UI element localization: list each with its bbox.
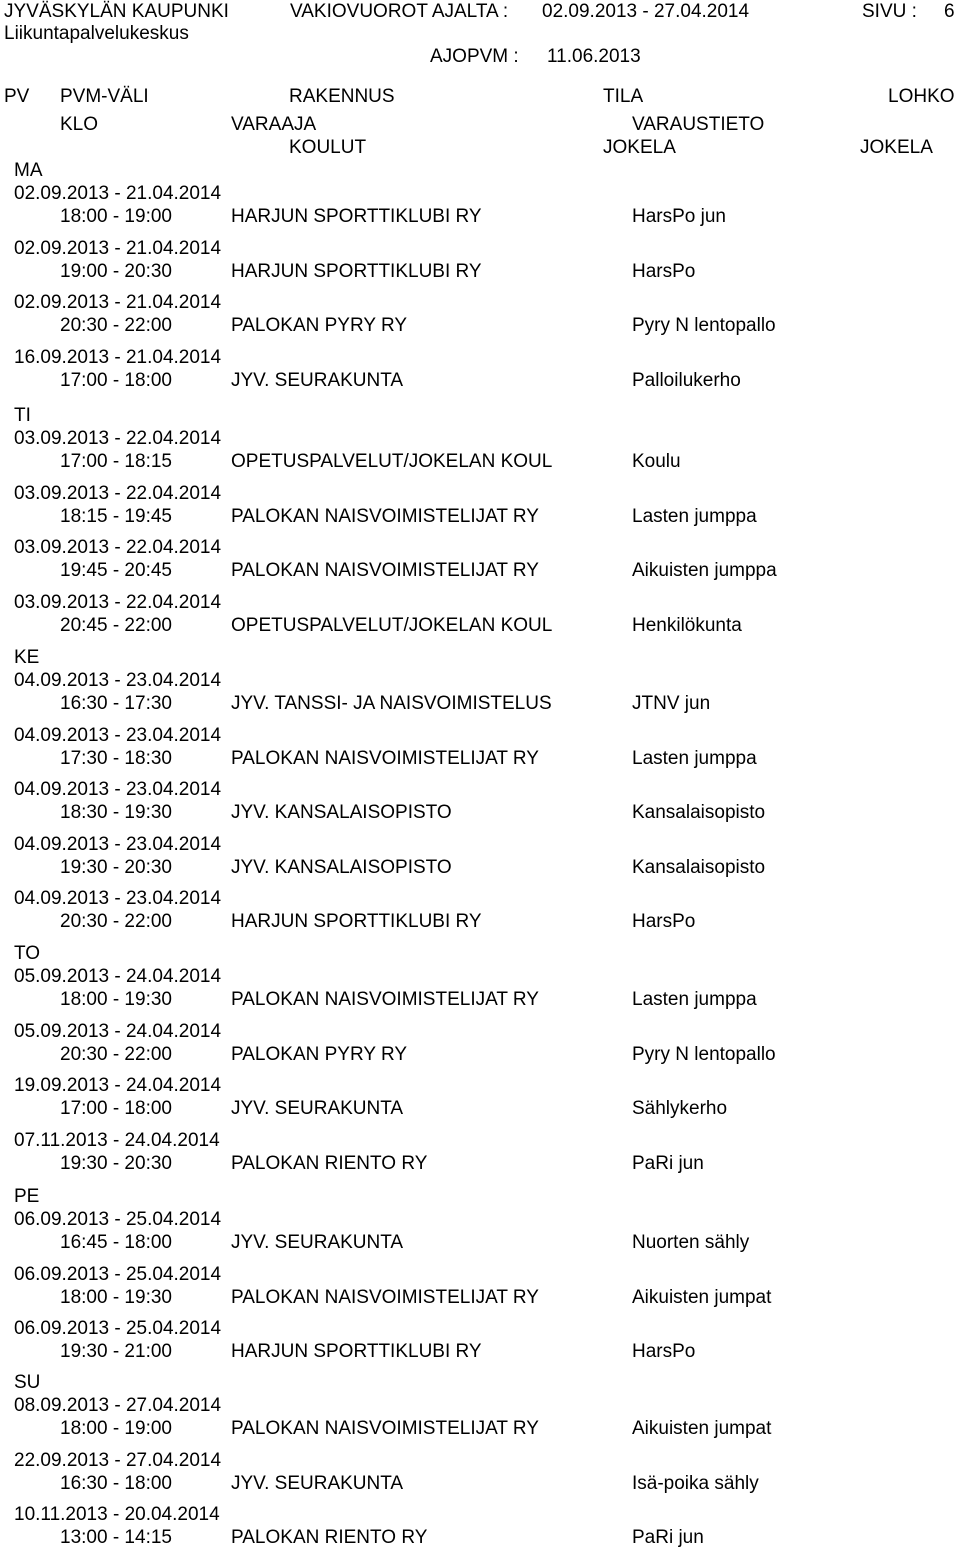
booker-name: HARJUN SPORTTIKLUBI RY [231, 911, 482, 933]
date-range: 03.09.2013 - 22.04.2014 [14, 482, 222, 504]
booking-info: Kansalaisopisto [632, 802, 766, 824]
booking-info: Aikuisten jumppa [632, 560, 777, 582]
date-range: 05.09.2013 - 24.04.2014 [14, 966, 222, 987]
day-label: PE [14, 1186, 40, 1207]
date-range: 04.09.2013 - 23.04.2014 [14, 779, 222, 801]
day-label: TI [14, 405, 31, 426]
date-range: 03.09.2013 - 22.04.2014 [14, 537, 222, 559]
date-range: 02.09.2013 - 21.04.2014 [14, 237, 222, 259]
date-range: 19.09.2013 - 24.04.2014 [14, 1075, 222, 1097]
period-label: VAKIOVUOROT AJALTA : [290, 1, 509, 22]
column-header-varaaja: VARAAJA [231, 114, 317, 135]
booker-name: HARJUN SPORTTIKLUBI RY [231, 1341, 482, 1363]
booker-name: JYV. SEURAKUNTA [231, 1098, 404, 1120]
time-range: 17:00 - 18:15 [60, 451, 172, 472]
booker-name: PALOKAN RIENTO RY [231, 1152, 428, 1174]
time-range: 17:00 - 18:00 [60, 1098, 172, 1120]
booker-name: OPETUSPALVELUT/JOKELAN KOUL [231, 451, 553, 472]
time-range: 13:00 - 14:15 [60, 1527, 172, 1549]
run-date-value: 11.06.2013 [547, 46, 641, 67]
date-range: 08.09.2013 - 27.04.2014 [14, 1395, 222, 1416]
booking-info: Lasten jumppa [632, 747, 757, 769]
day-label: SU [14, 1372, 41, 1393]
booker-name: PALOKAN NAISVOIMISTELIJAT RY [231, 505, 539, 527]
day-label: MA [14, 160, 43, 181]
column-header-varaustieto: VARAUSTIETO [632, 114, 765, 135]
column-header-pvm-vali: PVM-VÄLI [60, 86, 149, 107]
booker-name: PALOKAN NAISVOIMISTELIJAT RY [231, 1418, 539, 1439]
booking-info: Henkilökunta [632, 614, 742, 636]
date-range: 05.09.2013 - 24.04.2014 [14, 1020, 222, 1042]
column-header-pv: PV [4, 86, 30, 107]
date-range: 16.09.2013 - 21.04.2014 [14, 346, 222, 368]
section-value: JOKELA [860, 137, 933, 158]
column-header-rakennus: RAKENNUS [289, 86, 395, 107]
date-range: 02.09.2013 - 21.04.2014 [14, 292, 222, 314]
booking-info: Lasten jumppa [632, 989, 757, 1010]
date-range: 06.09.2013 - 25.04.2014 [14, 1263, 222, 1285]
booking-info: Nuorten sähly [632, 1232, 750, 1253]
booking-info: HarsPo jun [632, 206, 726, 227]
date-range: 10.11.2013 - 20.04.2014 [14, 1504, 220, 1526]
organization-name: JYVÄSKYLÄN KAUPUNKI [4, 1, 229, 22]
time-range: 16:30 - 17:30 [60, 693, 172, 714]
column-header-klo: KLO [60, 114, 99, 135]
booking-info: Aikuisten jumpat [632, 1286, 772, 1308]
booker-name: JYV. KANSALAISOPISTO [231, 802, 452, 824]
time-range: 17:30 - 18:30 [60, 747, 172, 769]
booking-info: Pyry N lentopallo [632, 1043, 776, 1065]
date-range: 04.09.2013 - 23.04.2014 [14, 888, 222, 910]
time-range: 19:30 - 20:30 [60, 856, 172, 878]
date-range: 07.11.2013 - 24.04.2014 [14, 1129, 220, 1151]
booking-info: Lasten jumppa [632, 505, 757, 527]
booking-info: Palloilukerho [632, 369, 741, 391]
time-range: 19:30 - 21:00 [60, 1341, 172, 1363]
booker-name: PALOKAN RIENTO RY [231, 1527, 428, 1549]
booker-name: PALOKAN NAISVOIMISTELIJAT RY [231, 747, 539, 769]
column-header-tila: TILA [603, 86, 644, 107]
time-range: 18:00 - 19:30 [60, 1286, 172, 1308]
booking-info: HarsPo [632, 911, 696, 933]
time-range: 19:00 - 20:30 [60, 260, 172, 282]
booker-name: JYV. SEURAKUNTA [231, 1232, 404, 1253]
time-range: 18:00 - 19:00 [60, 206, 172, 227]
booker-name: PALOKAN PYRY RY [231, 315, 408, 337]
date-range: 06.09.2013 - 25.04.2014 [14, 1209, 222, 1230]
time-range: 16:45 - 18:00 [60, 1232, 172, 1253]
time-range: 18:00 - 19:00 [60, 1418, 172, 1439]
time-range: 18:15 - 19:45 [60, 505, 172, 527]
booking-info: Isä-poika sähly [632, 1472, 759, 1494]
booking-info: Sählykerho [632, 1098, 728, 1120]
day-label: KE [14, 647, 40, 668]
booking-info: JTNV jun [632, 693, 711, 714]
booker-name: PALOKAN NAISVOIMISTELIJAT RY [231, 560, 539, 582]
booking-info: Koulu [632, 451, 681, 472]
booker-name: JYV. TANSSI- JA NAISVOIMISTELUS [231, 693, 552, 714]
date-range: 22.09.2013 - 27.04.2014 [14, 1449, 222, 1471]
booker-name: PALOKAN NAISVOIMISTELIJAT RY [231, 1286, 539, 1308]
time-range: 18:00 - 19:30 [60, 989, 172, 1010]
time-range: 19:45 - 20:45 [60, 560, 172, 582]
booking-info: Kansalaisopisto [632, 856, 766, 878]
time-range: 20:30 - 22:00 [60, 315, 172, 337]
time-range: 20:30 - 22:00 [60, 1043, 172, 1065]
date-range: 04.09.2013 - 23.04.2014 [14, 833, 222, 855]
booker-name: HARJUN SPORTTIKLUBI RY [231, 206, 482, 227]
booking-info: PaRi jun [632, 1152, 704, 1174]
booker-name: PALOKAN NAISVOIMISTELIJAT RY [231, 989, 539, 1010]
booker-name: OPETUSPALVELUT/JOKELAN KOUL [231, 614, 553, 636]
time-range: 16:30 - 18:00 [60, 1472, 172, 1494]
time-range: 20:30 - 22:00 [60, 911, 172, 933]
date-range: 03.09.2013 - 22.04.2014 [14, 428, 222, 449]
booker-name: JYV. SEURAKUNTA [231, 1472, 404, 1494]
booking-info: HarsPo [632, 1341, 696, 1363]
booker-name: PALOKAN PYRY RY [231, 1043, 408, 1065]
facility-value: JOKELA [603, 137, 676, 158]
date-range: 06.09.2013 - 25.04.2014 [14, 1318, 222, 1340]
column-header-lohko: LOHKO [888, 86, 955, 107]
run-date-label: AJOPVM : [430, 46, 519, 67]
date-range: 04.09.2013 - 23.04.2014 [14, 724, 222, 746]
time-range: 17:00 - 18:00 [60, 369, 172, 391]
date-range: 04.09.2013 - 23.04.2014 [14, 670, 222, 691]
time-range: 18:30 - 19:30 [60, 802, 172, 824]
page-label: SIVU : [862, 1, 917, 22]
booker-name: HARJUN SPORTTIKLUBI RY [231, 260, 482, 282]
booking-info: Pyry N lentopallo [632, 315, 776, 337]
building-value: KOULUT [289, 137, 367, 158]
booker-name: JYV. KANSALAISOPISTO [231, 856, 452, 878]
day-label: TO [14, 943, 41, 964]
date-range: 03.09.2013 - 22.04.2014 [14, 591, 222, 613]
booking-info: HarsPo [632, 260, 696, 282]
time-range: 19:30 - 20:30 [60, 1152, 172, 1174]
booker-name: JYV. SEURAKUNTA [231, 369, 404, 391]
booking-info: PaRi jun [632, 1527, 704, 1549]
department-name: Liikuntapalvelukeskus [4, 23, 189, 44]
page-number: 6 [944, 1, 955, 22]
date-range: 02.09.2013 - 21.04.2014 [14, 183, 222, 204]
period-value: 02.09.2013 - 27.04.2014 [542, 1, 750, 22]
time-range: 20:45 - 22:00 [60, 614, 172, 636]
booking-info: Aikuisten jumpat [632, 1418, 772, 1439]
